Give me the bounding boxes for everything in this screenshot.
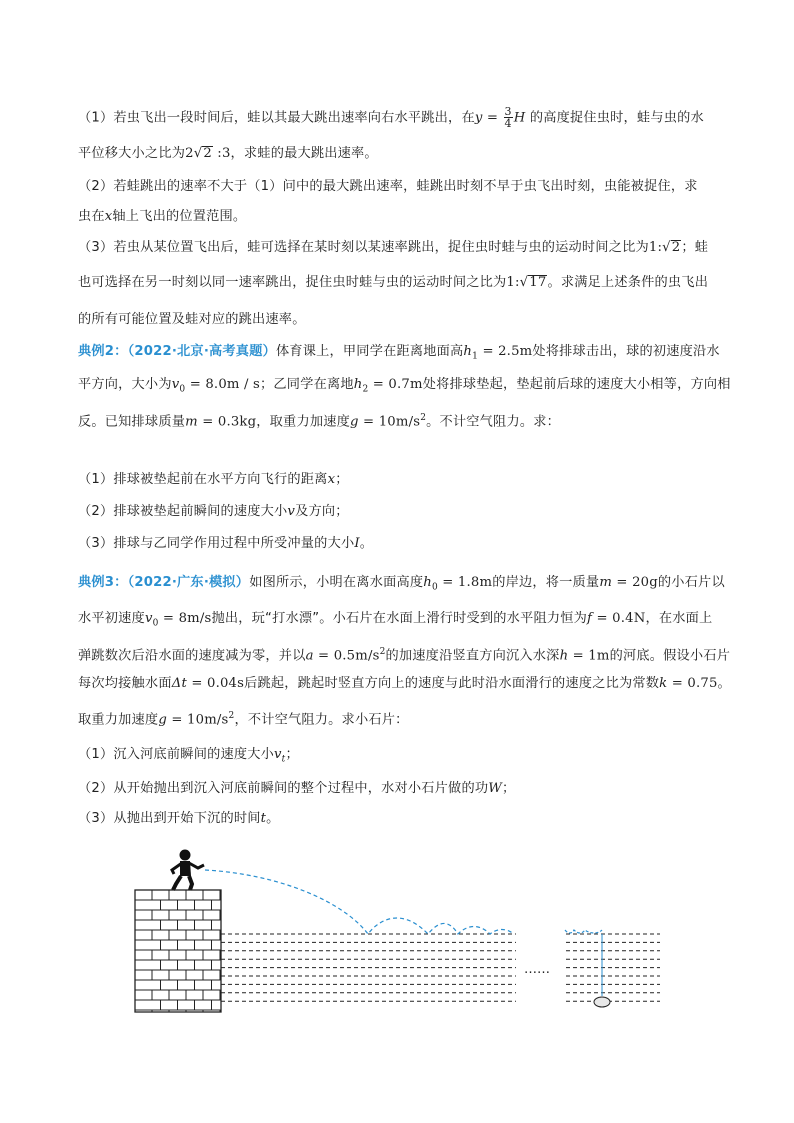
ex3-label: 典例3：	[78, 575, 128, 590]
ex3-sub3: （3）从抛出到开始下沉的时间t。	[78, 811, 280, 826]
stone-skipping-figure	[128, 846, 668, 1016]
ex3-line3: 弹跳数次后沿水面的速度减为零，并以$a = 0.5m/s^2$的加速度沿竖直方向沉入水深h = 1m的河底。假设小石片	[78, 647, 731, 664]
ex3-sub1: （1）沉入河底前瞬间的速度大小$v_t$；	[78, 747, 299, 765]
q1-part3-line2: 也可选择在另一时刻以同一速率跳出，捉住虫时蛙与虫的运动时间之比为1:√17。求满足上述条件的虫飞出	[78, 275, 709, 290]
ex2-line3: 反。已知排球质量m = 0.3kg，取重力加速度$g = 10m/s^2$。不计空气阻力。求：	[78, 413, 560, 430]
ex3-line2: 水平初速度$v_0 = 8m/s$抛出，玩“打水漂”。小石片在水面上滑行时受到的水平阻力恒为f = 0.4N，在水面上	[78, 611, 713, 629]
stone-at-riverbed	[594, 997, 610, 1007]
ex3-sub2: （2）从开始抛出到沉入河底前瞬间的整个过程中，水对小石片做的功W；	[78, 781, 516, 796]
ex3-line4: 每次均接触水面Δt = 0.04s后跳起，跳起时竖直方向上的速度与此时沿水面滑行的速度之比为常数k = 0.75。	[78, 676, 731, 691]
stone-trajectory-end	[565, 930, 602, 933]
ex3-line1: 典例3：（2022·广东·模拟）如图所示，小明在离水面高度$h_0 = 1.8m$的岸边，将一质量m = 20g的小石片以	[78, 575, 725, 593]
q1-part1-line2: 平位移大小之比为2√2 :3，求蛙的最大跳出速率。	[78, 146, 378, 161]
stone-trajectory	[205, 870, 514, 934]
q1-part2-line2: 虫在x轴上飞出的位置范围。	[78, 209, 247, 224]
ex2-line1: 典例2：（2022·北京·高考真题）体育课上，甲同学在距离地面高$h_1 = 2.5m$处将排球击出，球的初速度沿水	[78, 344, 720, 362]
ex3-source: （2022·广东·模拟）	[127, 575, 250, 590]
q1-part2-line1: （2）若蛙跳出的速率不大于（1）问中的最大跳出速率，蛙跳出时刻不早于虫飞出时刻，虫能被捉住，求	[78, 179, 698, 194]
q1-part3-line1: （3）若虫从某位置飞出后，蛙可选择在某时刻以某速率跳出，捉住虫时蛙与虫的运动时间之比为1:√2；蛙	[78, 240, 709, 255]
ex3-line5: 取重力加速度$g = 10m/s^2$，不计空气阻力。求小石片：	[78, 711, 409, 728]
q1-part1-line1: （1）若虫飞出一段时间后，蛙以其最大跳出速率向右水平跳出，在y = $\frac{3}{4}$ H 的高度捉住虫时，蛙与虫的水	[78, 105, 704, 130]
q1-part3-line3: 的所有可能位置及蛙对应的跳出速率。	[78, 312, 306, 327]
ex2-line2: 平方向，大小为$v_0 = 8.0m / s$；乙同学在离地$h_2 = 0.7m$处将排球垫起，垫起前后球的速度大小相等，方向相	[78, 377, 731, 395]
fraction-three-quarters: $\frac{3}{4}$	[504, 105, 512, 130]
person-throwing-icon	[172, 850, 204, 890]
ex2-source: （2022·北京·高考真题）	[127, 344, 276, 359]
ex2-sub3: （3）排球与乙同学作用过程中所受冲量的大小I。	[78, 536, 374, 551]
ex2-sub1: （1）排球被垫起前在水平方向飞行的距离x；	[78, 472, 349, 487]
water-surface	[221, 934, 660, 1001]
brick-wall	[135, 890, 221, 1012]
ex2-sub2: （2）排球被垫起前瞬间的速度大小v及方向；	[78, 504, 349, 519]
ellipsis-text: ……	[524, 962, 550, 977]
ex2-label: 典例2：	[78, 344, 128, 359]
